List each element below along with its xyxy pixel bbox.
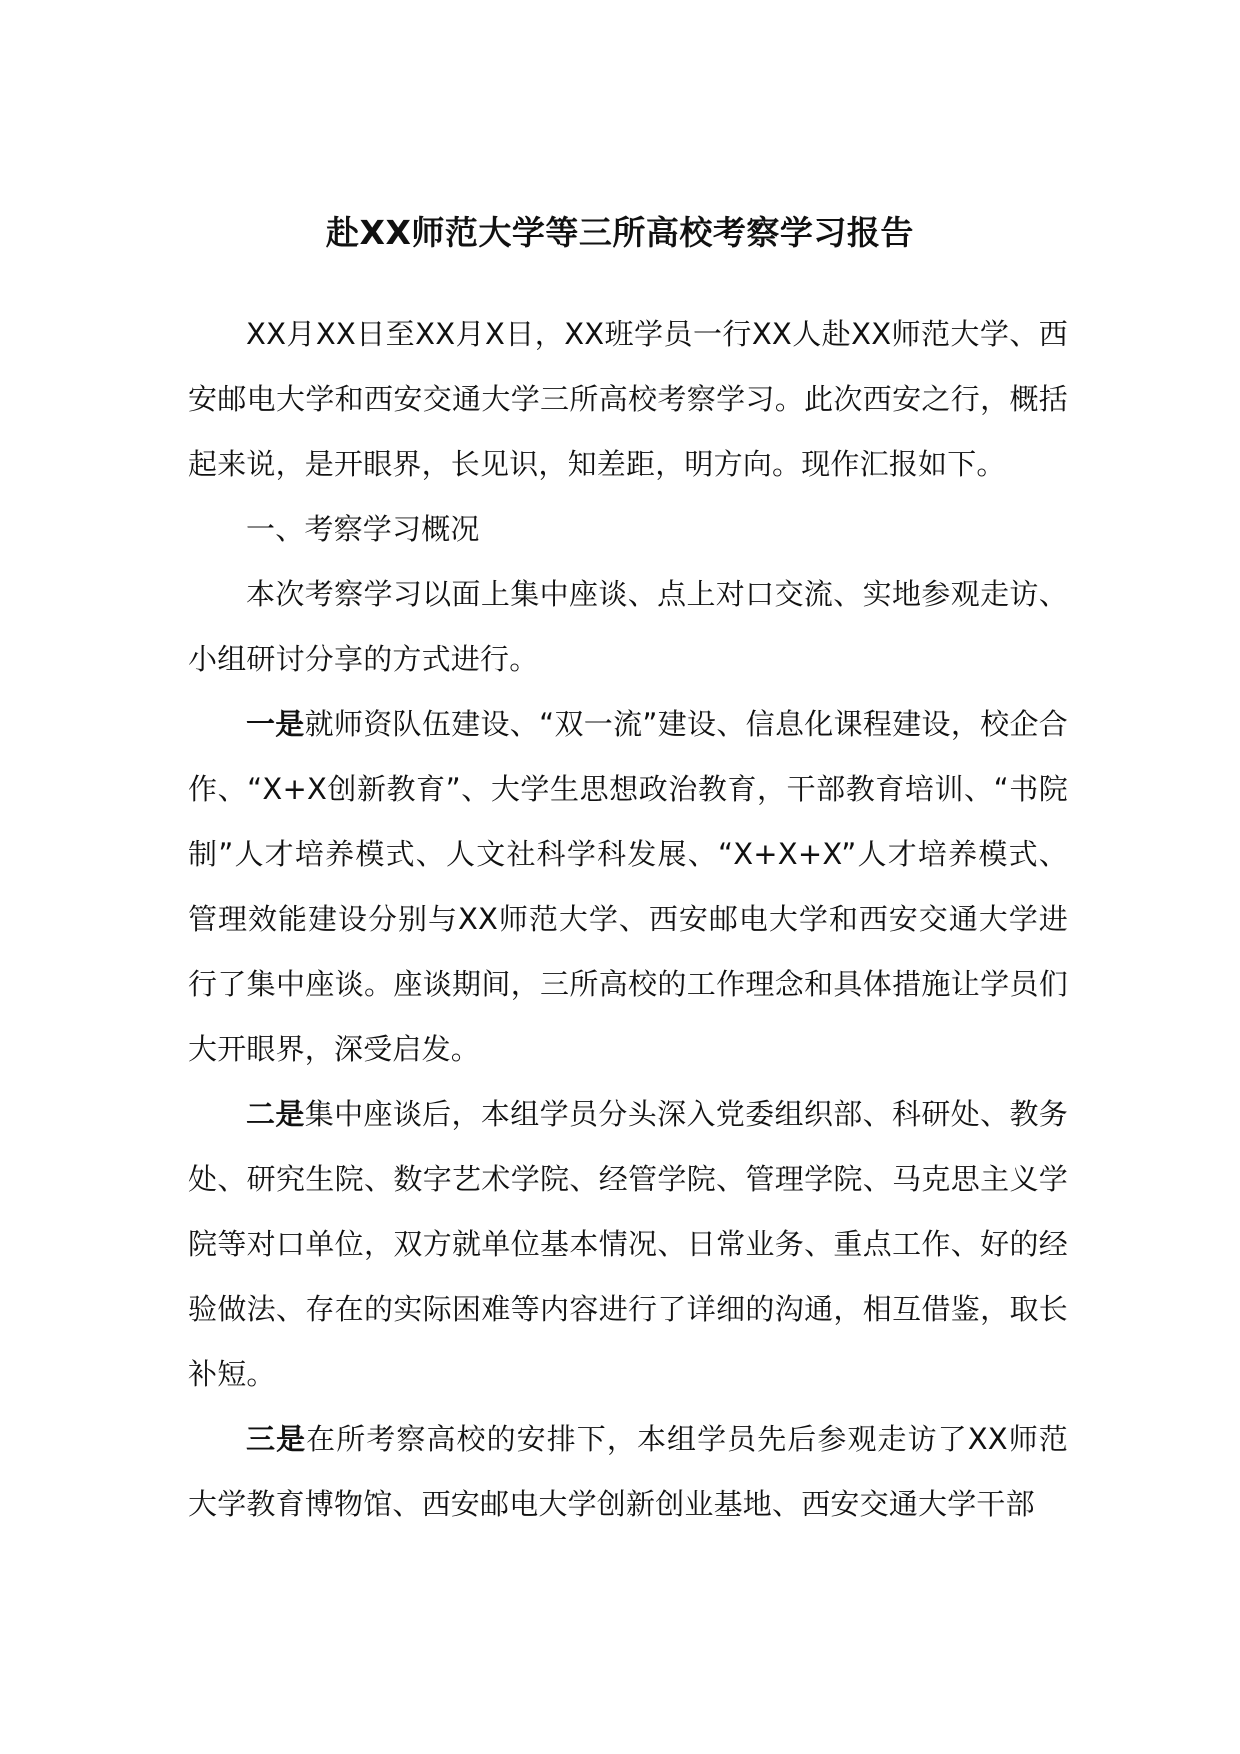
paragraph-text: 集中座谈后，本组学员分头深入党委组织部、科研处、教务处、研究生院、数字艺术学院、经管学院、管理学院、马克思主义学院等对口单位，双方就单位基本情况、日常业务、重点工作、好的经验做法、存在的实际困难等内容进行了详细的沟通，相互借鉴，取长补短。 — [188, 1097, 1069, 1391]
paragraph-overview — [188, 562, 1068, 692]
paragraph-point-3 — [188, 1407, 1068, 1537]
paragraph-point-1 — [188, 692, 1068, 1082]
paragraph-text: XX月XX日至XX月X日，XX班学员一行XX人赴XX师范大学、西安邮电大学和西安交通大学三所高校考察学习。此次西安之行，概括起来说，是开眼界，长见识，知差距，明方向。现作汇报如下。 — [188, 317, 1068, 481]
paragraph-lead: 二是 — [246, 1097, 305, 1131]
document-body — [188, 302, 1068, 1537]
paragraph-lead: 一是 — [246, 707, 305, 741]
document-title: 赴XX师范大学等三所高校考察学习报告 — [326, 213, 914, 252]
paragraph-intro — [188, 302, 1068, 497]
paragraph-lead: 三是 — [246, 1422, 307, 1456]
section-heading — [188, 497, 1068, 562]
paragraph-text: 就师资队伍建设、“双一流”建设、信息化课程建设，校企合作、“X+X创新教育”、大学生思想政治教育，干部教育培训、“书院制”人才培养模式、人文社科学科发展、“X+X+X”人才培养模式、管理效能建设分别与XX师范大学、西安邮电大学和西安交通大学进行了集中座谈。座谈期间，三所高校的工作理念和具体措施让学员们大开眼界，深受启发。 — [188, 707, 1068, 1066]
paragraph-point-2 — [188, 1082, 1068, 1407]
section-heading-text: 一、考察学习概况 — [246, 512, 480, 546]
paragraph-text: 本次考察学习以面上集中座谈、点上对口交流、实地参观走访、小组研讨分享的方式进行。 — [188, 577, 1068, 676]
paragraph-text: 在所考察高校的安排下，本组学员先后参观走访了XX师范大学教育博物馆、西安邮电大学创新创业基地、西安交通大学干部 — [188, 1422, 1069, 1521]
